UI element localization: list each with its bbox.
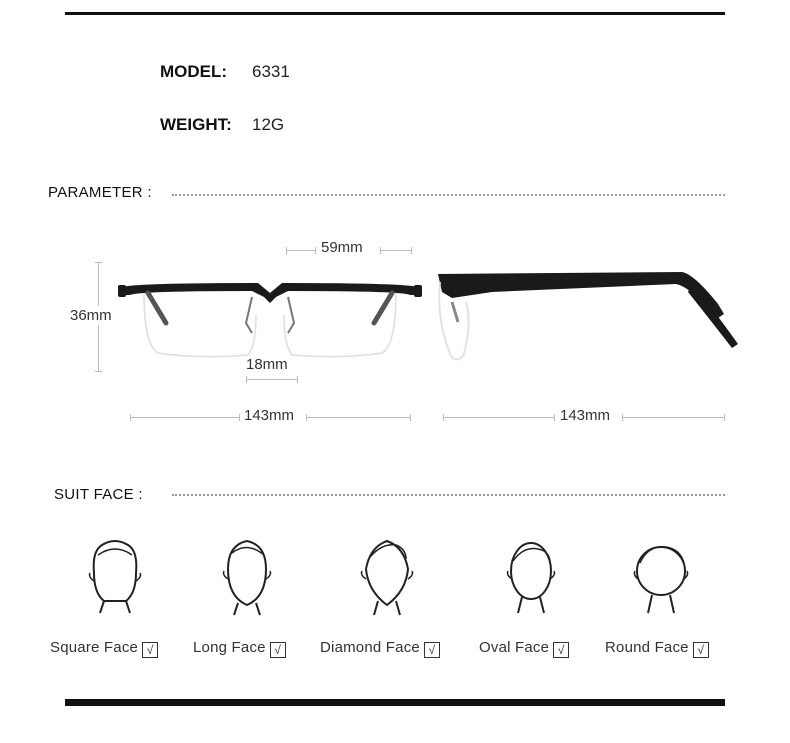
checkbox-icon: √ bbox=[553, 642, 569, 658]
bridge-label: 18mm bbox=[246, 356, 288, 373]
weight-label: WEIGHT: bbox=[160, 115, 232, 134]
checkbox-icon: √ bbox=[693, 642, 709, 658]
checkbox-icon: √ bbox=[142, 642, 158, 658]
side-view-glasses bbox=[432, 262, 742, 362]
suit-face-dotted-rule bbox=[172, 494, 725, 496]
temple-length-line-right bbox=[622, 417, 725, 418]
face-label-round bbox=[605, 639, 709, 658]
face-label-text: Long Face bbox=[193, 639, 266, 656]
model-label: MODEL: bbox=[160, 62, 228, 81]
weight-value: 12G bbox=[252, 115, 285, 134]
bridge-line bbox=[246, 379, 298, 380]
checkbox-icon: √ bbox=[424, 642, 440, 658]
face-label-oval bbox=[479, 639, 569, 658]
long-face-icon bbox=[212, 533, 282, 617]
lens-width-label: 59mm bbox=[321, 239, 363, 256]
face-label-diamond bbox=[320, 639, 440, 658]
temple-length-label: 143mm bbox=[560, 407, 611, 424]
oval-face-icon bbox=[496, 533, 566, 617]
suit-face-title: SUIT FACE : bbox=[54, 486, 143, 503]
face-label-long bbox=[193, 639, 286, 658]
frame-width-line-left bbox=[130, 417, 240, 418]
checkbox-icon: √ bbox=[270, 642, 286, 658]
parameter-title: PARAMETER : bbox=[48, 184, 152, 201]
frame-width-label: 143mm bbox=[244, 407, 295, 424]
lens-width-line-left bbox=[286, 250, 316, 251]
face-label-text: Oval Face bbox=[479, 639, 550, 656]
face-label-text: Round Face bbox=[605, 639, 689, 656]
frame-width-line-right bbox=[306, 417, 411, 418]
square-face-icon bbox=[80, 533, 150, 617]
model-value: 6331 bbox=[252, 62, 290, 81]
lens-height-label: 36mm bbox=[70, 307, 112, 324]
lens-width-line-right bbox=[380, 250, 412, 251]
top-divider bbox=[65, 12, 725, 15]
diamond-face-icon bbox=[352, 533, 422, 617]
bottom-divider bbox=[65, 699, 725, 706]
round-face-icon bbox=[626, 533, 696, 617]
temple-length-line-left bbox=[443, 417, 555, 418]
parameter-dotted-rule bbox=[172, 194, 725, 196]
face-label-text: Diamond Face bbox=[320, 639, 420, 656]
face-label-text: Square Face bbox=[50, 639, 139, 656]
face-label-square bbox=[50, 639, 158, 658]
